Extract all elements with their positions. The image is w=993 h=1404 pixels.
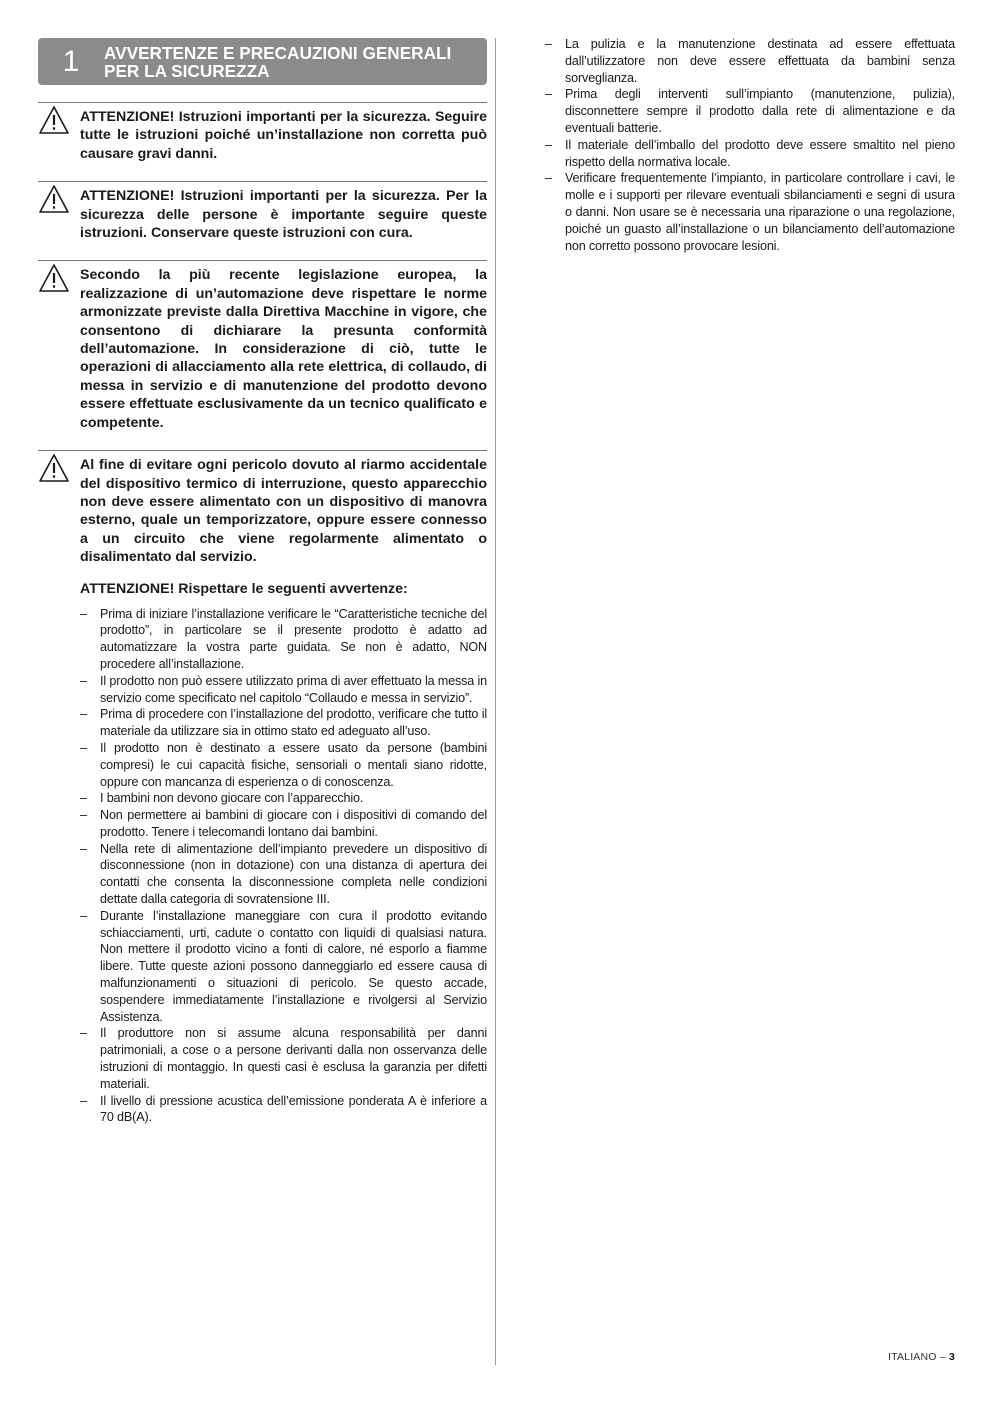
list-item: – Il prodotto non può essere utilizzato prima di aver effettuato la messa in servizio come specificato nel capitolo “Collaudo e messa in servizio”. — [80, 673, 487, 707]
list-item: – Verificare frequentemente l’impianto, in particolare controllare i cavi, le molle e i supporti per rilevare eventuali sbilanciamenti e segni di usura o danni. Non usare se è necessaria una riparazione o una regolazione, poiché un guasto all’installazione o un bilanciamento dell’automazione non corretto possono provocare lesioni. — [545, 170, 955, 254]
warning-text: Secondo la più recente legislazione europea, la realizzazione di un’automazione deve rispettare le norme armonizzate previste dalla Direttiva Macchine in vigore, che consentono di dichiarare la presunta conformità dell’automazione. In considerazione di ciò, tutte le operazioni di allacciamento alla rete elettrica, di collaudo, di messa in servizio e di manutenzione del prodotto devono essere effettuate esclusivamente da un tecnico qualificato e competente. — [80, 267, 487, 431]
section-title — [104, 44, 451, 80]
list-item: – Prima di procedere con l’installazione del prodotto, verificare che tutto il materiale da utilizzare sia in ottimo stato ed adeguato all’uso. — [80, 706, 487, 740]
list-item: – La pulizia e la manutenzione destinata ad essere effettuata dall’utilizzatore non deve essere effettuata da bambini senza sorveglianza. — [545, 36, 955, 86]
right-bullet-list — [545, 36, 955, 254]
list-item: – Il produttore non si assume alcuna responsabilità per danni patrimoniali, a cose o a persone derivanti dalla non osservanza delle istruzioni di montaggio. In questi casi è esclusa la garanzia per difetti materiali. — [80, 1025, 487, 1092]
warning-block — [38, 450, 487, 566]
warning-block — [38, 181, 487, 242]
left-column — [38, 38, 487, 1126]
warning-triangle-icon — [38, 184, 70, 214]
warning-block — [38, 102, 487, 163]
page-number: 3 — [948, 1351, 955, 1363]
warning-triangle-icon — [38, 105, 70, 135]
list-item: – Il prodotto non è destinato a essere usato da persone (bambini compresi) le cui capacità fisiche, sensoriali o mentali siano ridotte, oppure con mancanza di esperienza o di conoscenza. — [80, 740, 487, 790]
list-item: – Durante l’installazione maneggiare con cura il prodotto evitando schiacciamenti, urti, cadute o contatto con liquidi di qualsiasi natura. Non mettere il prodotto vicino a fonti di calore, né esporlo a fiamme libere. Tutte queste azioni possono danneggiarlo ed essere causa di malfunzionamenti o situazioni di pericolo. Se questo accade, sospendere immediatamente l’installazione e rivolgersi al Servizio Assistenza. — [80, 908, 487, 1026]
column-divider — [495, 38, 496, 1365]
warning-text: Al fine di evitare ogni pericolo dovuto al riarmo accidentale del dispositivo termico di interruzione, questo apparecchio non deve essere alimentato con un dispositivo di manovra esterno, quale un temporizzatore, oppure essere connesso a un circuito che viene regolarmente alimentato o disalimentato dal servizio. — [80, 457, 487, 566]
footer-language: ITALIANO – — [888, 1351, 949, 1363]
list-item: – Il livello di pressione acustica dell’emissione ponderata A è inferiore a 70 dB(A). — [80, 1093, 487, 1127]
list-item: – Nella rete di alimentazione dell’impianto prevedere un dispositivo di disconnessione (non in dotazione) con una distanza di apertura dei contatti che consenta la disconnessione completa nelle condizioni dettate dalla categoria di sovratensione III. — [80, 841, 487, 908]
left-bullet-list — [80, 606, 487, 1127]
list-item: – Non permettere ai bambini di giocare con i dispositivi di comando del prodotto. Tenere i telecomandi lontano dai bambini. — [80, 807, 487, 841]
list-item: – I bambini non devono giocare con l’apparecchio. — [80, 790, 487, 807]
list-item: – Prima di iniziare l’installazione verificare le “Caratteristiche tecniche del prodotto”, in particolare se il presente prodotto è adatto ad automatizzare la vostra parte guidata. Se non è adatto, NON procedere all’installazione. — [80, 606, 487, 673]
warning-block — [38, 260, 487, 432]
section-header — [38, 38, 487, 85]
section-number: 1 — [62, 45, 80, 78]
section-title-line1: AVVERTENZE E PRECAUZIONI GENERALI — [104, 42, 452, 63]
warning-text: ATTENZIONE! Istruzioni importanti per la sicurezza. Per la sicurezza delle persone è importante seguire queste istruzioni. Conservare queste istruzioni con cura. — [80, 188, 487, 242]
list-item: – Il materiale dell’imballo del prodotto deve essere smaltito nel pieno rispetto della normativa locale. — [545, 137, 955, 171]
warning-triangle-icon — [38, 263, 70, 293]
section-title-line2: PER LA SICUREZZA — [104, 60, 270, 81]
page-footer — [888, 1351, 955, 1363]
list-item: – Prima degli interventi sull’impianto (manutenzione, pulizia), disconnettere sempre il prodotto dalla rete di alimentazione e da eventuali batterie. — [545, 86, 955, 136]
warning-text: ATTENZIONE! Istruzioni importanti per la sicurezza. Seguire tutte le istruzioni poiché un’installazione non corretta può causare gravi danni. — [80, 109, 487, 162]
right-column — [545, 36, 955, 254]
attention-heading: ATTENZIONE! Rispettare le seguenti avvertenze: — [80, 580, 408, 597]
warning-triangle-icon — [38, 453, 70, 483]
